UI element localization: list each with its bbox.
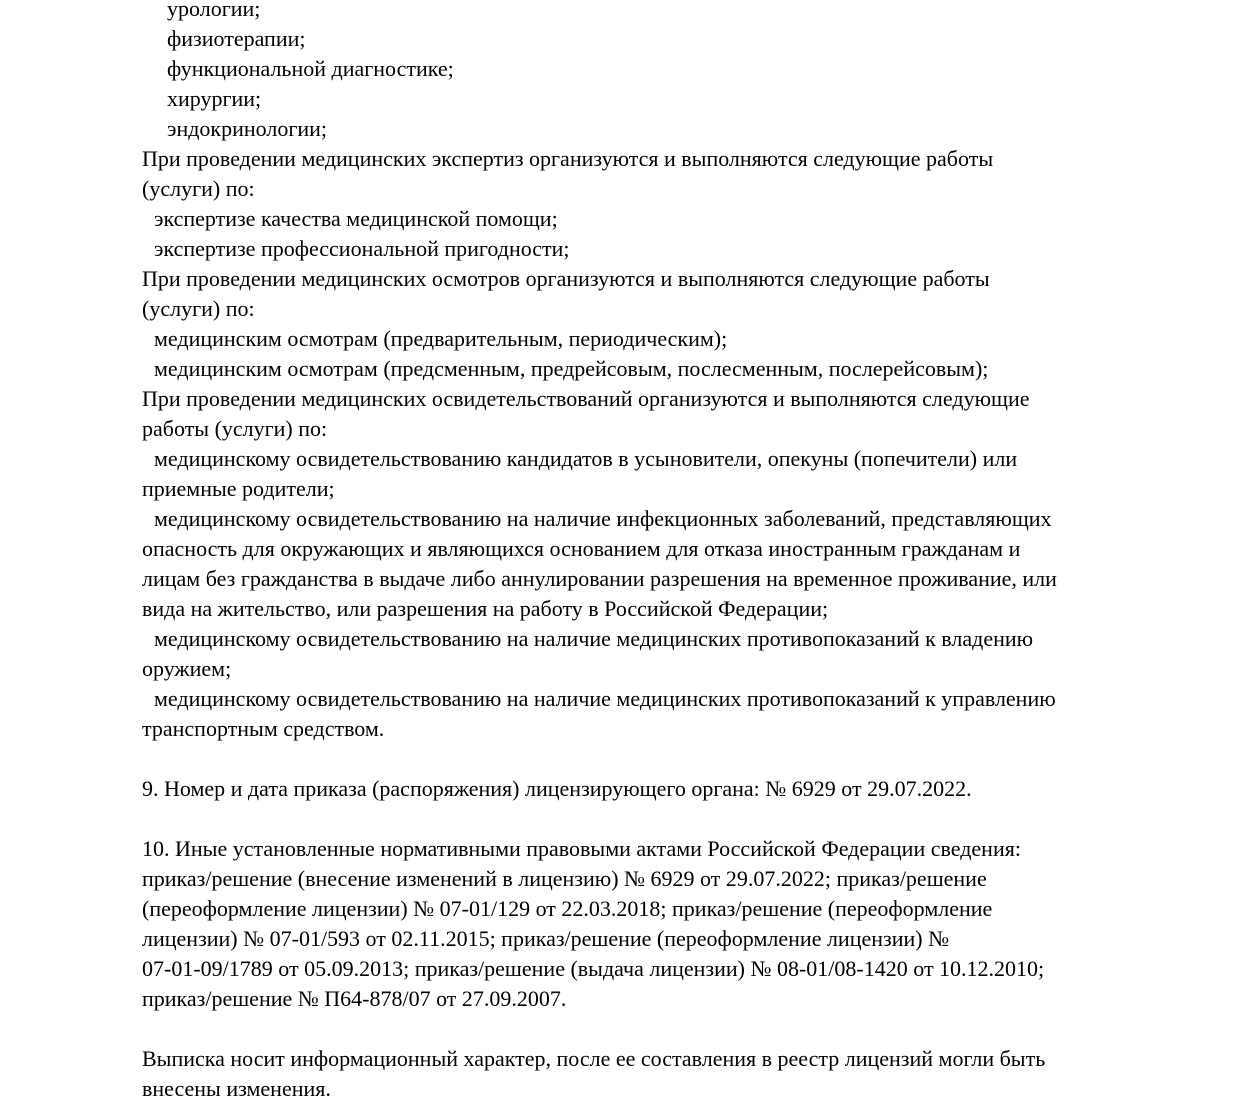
spacer <box>142 1014 1182 1044</box>
specialty-item: хирургии; <box>167 86 262 111</box>
certification-item-line: приемные родители; <box>142 476 335 501</box>
certification-item-line: опасность для окружающих и являющихся основанием для отказа иностранным гражданам и <box>142 536 1021 561</box>
expertise-intro-line: При проведении медицинских экспертиз организуются и выполняются следующие работы <box>142 146 994 171</box>
section-10-line: 10. Иные установленные нормативными правовыми актами Российской Федерации сведения: <box>142 836 1021 861</box>
section-10-line: (переоформление лицензии) № 07-01/129 от 22.03.2018; приказ/решение (переоформление <box>142 896 993 921</box>
section-10-line: приказ/решение (внесение изменений в лицензию) № 6929 от 29.07.2022; приказ/решение <box>142 866 987 891</box>
section-10-line: лицензии) № 07-01/593 от 02.11.2015; приказ/решение (переоформление лицензии) № <box>142 926 950 951</box>
expertise-item: экспертизе качества медицинской помощи; <box>154 206 558 231</box>
certifications-intro-line: работы (услуги) по: <box>142 416 328 441</box>
examinations-item: медицинским осмотрам (предварительным, периодическим); <box>154 326 728 351</box>
certification-item-line: медицинскому освидетельствованию на наличие медицинских противопоказаний к управлению <box>154 686 1056 711</box>
disclaimer-line: Выписка носит информационный характер, после ее составления в реестр лицензий могли быть <box>142 1046 1046 1071</box>
document-body <box>142 0 1182 1104</box>
certification-item-line: вида на жительство, или разрешения на работу в Российской Федерации; <box>142 596 829 621</box>
examinations-intro-line: При проведении медицинских осмотров организуются и выполняются следующие работы <box>142 266 990 291</box>
disclaimer <box>142 1044 1182 1104</box>
spacer <box>142 804 1182 834</box>
certification-item-line: медицинскому освидетельствованию на наличие инфекционных заболеваний, представляющих <box>154 506 1052 531</box>
section-10-line: приказ/решение № П64-878/07 от 27.09.2007. <box>142 986 567 1011</box>
expertise-section <box>142 144 1182 264</box>
section-10-other-info <box>142 834 1182 1014</box>
expertise-intro-line: (услуги) по: <box>142 176 255 201</box>
spacer <box>142 744 1182 774</box>
specialty-item: функциональной диагностике; <box>167 56 454 81</box>
expertise-item: экспертизе профессиональной пригодности; <box>154 236 570 261</box>
certification-item-line: лицам без гражданства в выдаче либо аннулировании разрешения на временное проживание, или <box>142 566 1057 591</box>
certification-item-line: медицинскому освидетельствованию кандидатов в усыновители, опекуны (попечители) или <box>154 446 1018 471</box>
specialty-item: эндокринологии; <box>167 116 328 141</box>
specialty-item: физиотерапии; <box>167 26 306 51</box>
section-9-order-number: 9. Номер и дата приказа (распоряжения) лицензирующего органа: № 6929 от 29.07.2022. <box>142 776 972 801</box>
certifications-section <box>142 384 1182 744</box>
certification-item-line: медицинскому освидетельствованию на наличие медицинских противопоказаний к владению <box>154 626 1034 651</box>
specialties-list <box>142 0 1182 144</box>
section-10-line: 07-01-09/1789 от 05.09.2013; приказ/решение (выдача лицензии) № 08-01/08-1420 от 10.12.2010; <box>142 956 1045 981</box>
specialty-item: урологии; <box>167 0 261 21</box>
examinations-item: медицинским осмотрам (предсменным, предрейсовым, послесменным, послерейсовым); <box>154 356 989 381</box>
certification-item-line: транспортным средством. <box>142 716 385 741</box>
certification-item-line: оружием; <box>142 656 232 681</box>
disclaimer-line: внесены изменения. <box>142 1076 331 1101</box>
examinations-intro-line: (услуги) по: <box>142 296 255 321</box>
certifications-intro-line: При проведении медицинских освидетельствований организуются и выполняются следующие <box>142 386 1030 411</box>
examinations-section <box>142 264 1182 384</box>
